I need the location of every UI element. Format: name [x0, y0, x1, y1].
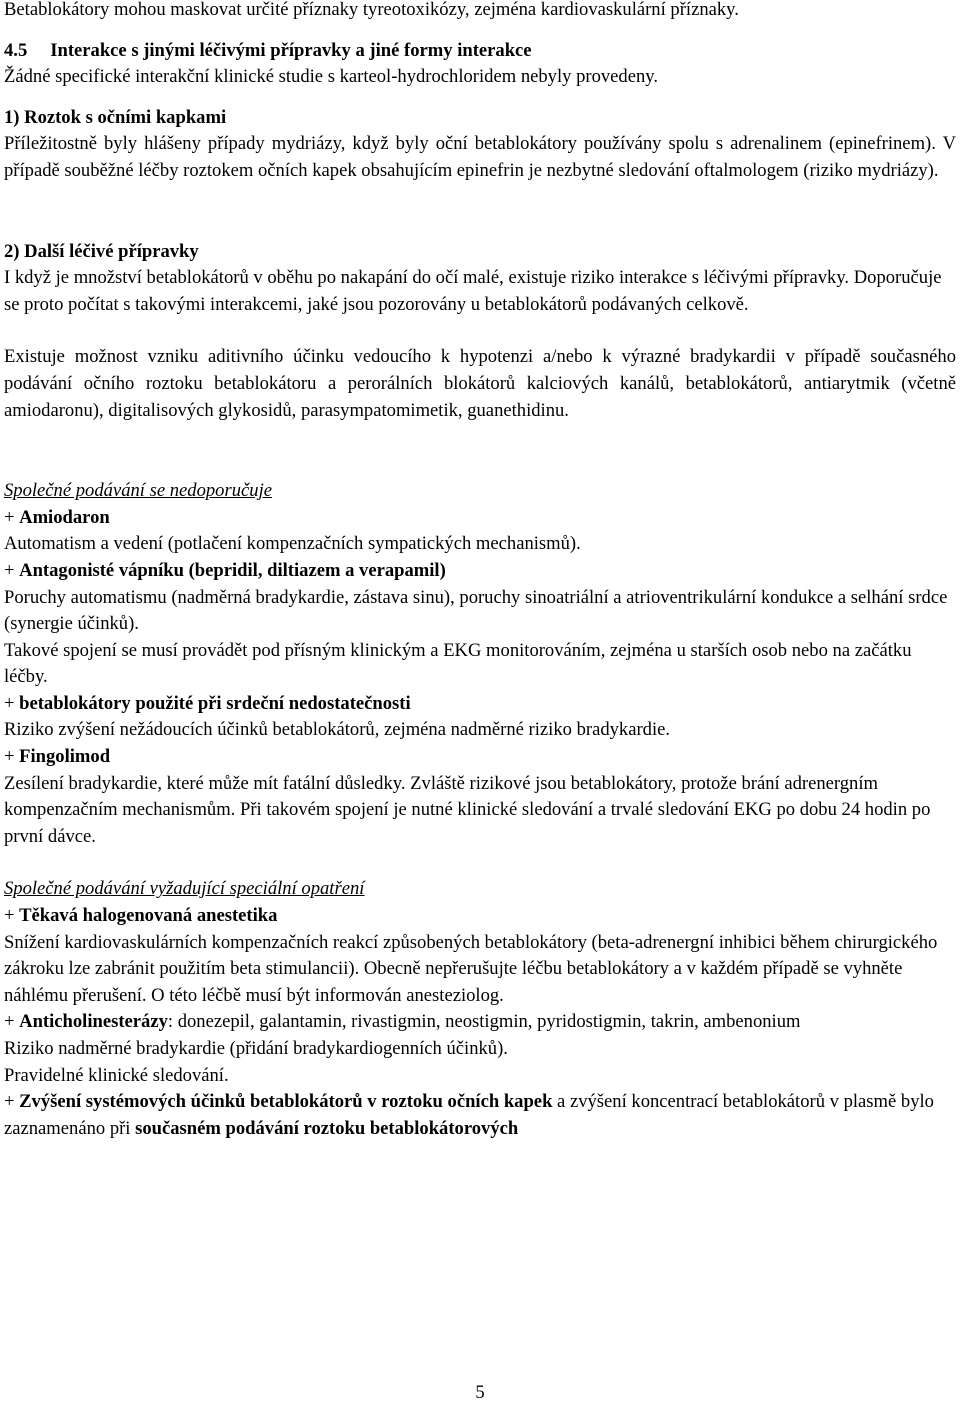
plus-sign: + [4, 506, 20, 528]
plus-sign: + [4, 692, 20, 714]
amiodaron-name: Amiodaron [19, 506, 110, 528]
additive-effect-paragraph: Existuje možnost vzniku aditivního účinku vedoucího k hypotenzi a/nebo k výrazné bradykardii v případě současného podávání očního roztoku betablokátoru a perorálních blokátorů kalciových kanálů, betablokátorů, antiarytmik (včetně amiodaronu), digitalisových glykosidů, parasympatomimetik, guanethidinu. [4, 346, 956, 421]
section-intro-text: Žádné specifické interakční klinické studie s karteol-hydrochloridem nebyly provedeny. [4, 66, 658, 88]
heart-failure-name: betablokátory použité při srdeční nedostatečnosti [19, 692, 411, 714]
plus-sign: + [4, 1011, 20, 1033]
systemic-item [4, 1089, 956, 1142]
anesthetics-item [4, 903, 956, 930]
plus-sign: + [4, 905, 20, 927]
fingolimod-name: Fingolimod [19, 746, 111, 768]
calcium-text-2: Takové spojení se musí provádět pod přísným klinickým a EKG monitorováním, zejména u starších osob nebo na začátku léčby. [4, 639, 912, 688]
fingolimod-item [4, 744, 956, 771]
anesthetics-text: Snížení kardiovaskulárních kompenzačních reakcí způsobených betablokátory (beta-adrenergní inhibici během chirurgického zákroku lze zabránit použitím beta stimulancii). Obecně nepřerušujte léčbu betablokátory a v každém případě se vyhněte náhlému přerušení. O této léčbě musí být informován anesteziolog. [4, 931, 938, 1006]
plus-sign: + [4, 559, 20, 581]
amiodaron-item [4, 505, 956, 532]
not-recommended-heading: Společné podávání se nedoporučuje [4, 480, 272, 502]
plus-sign: + [4, 746, 20, 768]
systemic-bold-end: současném podávání roztoku betablokátorových [135, 1117, 519, 1139]
section-number: 4.5 [4, 39, 28, 61]
cholinesterase-name: Anticholinesterázy [19, 1011, 168, 1033]
document-page [4, 0, 956, 1142]
calcium-text: Poruchy automatismu (nadměrná bradykardie, zástava sinu), poruchy sinoatriální a atrioventrikulární kondukce a selhání srdce (synergie účinků). [4, 586, 948, 635]
systemic-middle: a zvýšení koncentrací betablokátorů v plasmě bylo zaznamenáno při [4, 1091, 934, 1139]
anesthetics-name: Těkavá halogenovaná anestetika [19, 905, 278, 927]
eye-drops-text: Příležitostně byly hlášeny případy mydriázy, když byly oční betablokátory používány spolu s adrenalinem (epinefrinem). V případě souběžné léčby roztokem očních kapek obsahujícím epinefrin je nezbytné sledování oftalmologem (riziko mydriázy). [4, 133, 956, 181]
section-title: Interakce s jinými léčivými přípravky a jiné formy interakce [50, 39, 532, 61]
calcium-item [4, 558, 956, 585]
cholinesterase-text: Riziko nadměrné bradykardie (přidání bradykardiogenních účinků). [4, 1038, 508, 1059]
other-drugs-heading: 2) Další léčivé přípravky [4, 240, 199, 262]
calcium-name: Antagonisté vápníku (bepridil, diltiazem a verapamil) [19, 559, 446, 581]
intro-paragraph: Betablokátory mohou maskovat určité příznaky tyreotoxikózy, zejména kardiovaskulární příznaky. [4, 0, 739, 20]
cholinesterase-list: : donezepil, galantamin, rivastigmin, neostigmin, pyridostigmin, takrin, ambenonium [167, 1011, 801, 1033]
plus-sign: + [4, 1091, 20, 1113]
amiodaron-text: Automatism a vedení (potlačení kompenzačních sympatických mechanismů). [4, 533, 581, 555]
cholinesterase-item [4, 1009, 956, 1036]
page-number: 5 [475, 1382, 485, 1403]
cholinesterase-text-2: Pravidelné klinické sledování. [4, 1064, 229, 1086]
systemic-name: Zvýšení systémových účinků betablokátorů v roztoku očních kapek [19, 1091, 553, 1113]
other-drugs-text: I když je množství betablokátorů v oběhu po nakapání do očí malé, existuje riziko interakce s léčivými přípravky. Doporučuje se proto počítat s takovými interakcemi, jaké jsou pozorovány u betablokátorů podávaných celkově. [4, 267, 942, 315]
special-measures-heading: Společné podávání vyžadující speciální opatření [4, 878, 365, 900]
section-heading [4, 38, 956, 65]
heart-failure-item [4, 691, 956, 718]
eye-drops-heading: 1) Roztok s očními kapkami [4, 106, 227, 128]
heart-failure-text: Riziko zvýšení nežádoucích účinků betablokátorů, zejména nadměrné riziko bradykardie. [4, 719, 671, 741]
fingolimod-text: Zesílení bradykardie, které může mít fatální důsledky. Zvláště rizikové jsou betablokátory, protože brání adrenergním kompenzačním mechanismům. Při takovém spojení je nutné klinické sledování a trvalé sledování EKG po dobu 24 hodin po první dávce. [4, 772, 931, 847]
